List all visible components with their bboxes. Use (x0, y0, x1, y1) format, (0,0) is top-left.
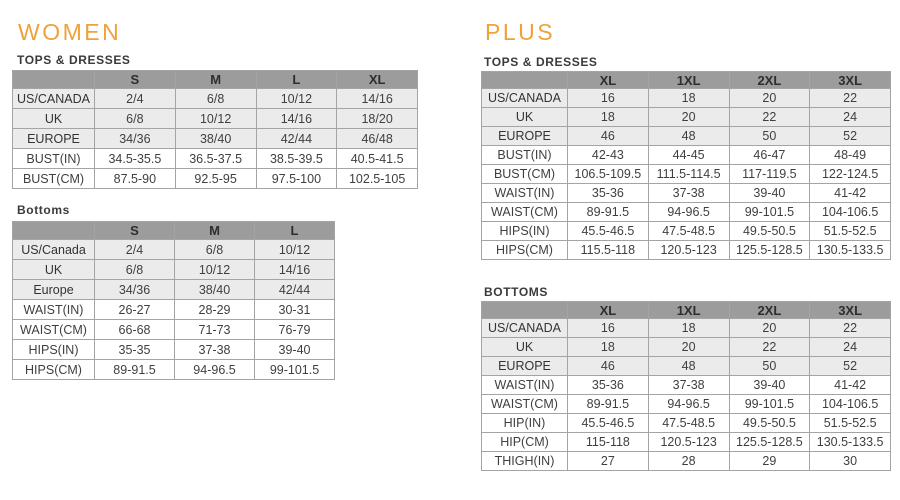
size-cell: 6/8 (175, 240, 255, 260)
size-cell: 99-101.5 (729, 395, 810, 414)
table-row (13, 260, 335, 280)
size-cell: 34/36 (95, 129, 176, 149)
plus-section-title: PLUS (485, 19, 556, 45)
size-cell: 122-124.5 (810, 165, 891, 184)
size-column-header: M (175, 71, 256, 89)
row-label: BUST(IN) (13, 149, 95, 169)
plus-bottoms-table (481, 301, 891, 471)
row-label: HIPS(IN) (482, 222, 568, 241)
size-column-header: S (95, 71, 176, 89)
size-cell: 16 (568, 89, 649, 108)
row-label: Europe (13, 280, 95, 300)
size-cell: 30-31 (255, 300, 335, 320)
header-row (482, 302, 891, 319)
table-row (482, 184, 891, 203)
size-column-header: 1XL (648, 72, 729, 89)
size-cell: 22 (729, 108, 810, 127)
corner-cell (482, 72, 568, 89)
table-row (482, 222, 891, 241)
row-label: BUST(CM) (13, 169, 95, 189)
size-cell: 37-38 (648, 376, 729, 395)
women-section-title: WOMEN (18, 19, 122, 45)
row-label: THIGH(IN) (482, 452, 568, 471)
size-cell: 34.5-35.5 (95, 149, 176, 169)
corner-cell (482, 302, 568, 319)
table-row (13, 340, 335, 360)
size-cell: 20 (729, 89, 810, 108)
row-label: UK (13, 109, 95, 129)
size-cell: 18 (568, 108, 649, 127)
table-row (482, 165, 891, 184)
size-cell: 20 (729, 319, 810, 338)
table-row (13, 129, 418, 149)
size-cell: 120.5-123 (648, 433, 729, 452)
row-label: WAIST(CM) (13, 320, 95, 340)
size-cell: 49.5-50.5 (729, 222, 810, 241)
table-row (482, 433, 891, 452)
row-label: WAIST(IN) (13, 300, 95, 320)
table-row (13, 320, 335, 340)
size-cell: 48 (648, 357, 729, 376)
size-cell: 97.5-100 (256, 169, 337, 189)
size-cell: 10/12 (255, 240, 335, 260)
size-cell: 40.5-41.5 (337, 149, 418, 169)
size-cell: 125.5-128.5 (729, 433, 810, 452)
size-cell: 41-42 (810, 184, 891, 203)
size-cell: 39-40 (255, 340, 335, 360)
size-cell: 28 (648, 452, 729, 471)
table-row (482, 395, 891, 414)
row-label: EUROPE (482, 127, 568, 146)
size-cell: 2/4 (95, 240, 175, 260)
size-cell: 18/20 (337, 109, 418, 129)
size-cell: 20 (648, 338, 729, 357)
table-row (482, 241, 891, 260)
table-row (13, 89, 418, 109)
table-row (482, 376, 891, 395)
size-cell: 89-91.5 (568, 203, 649, 222)
size-cell: 52 (810, 357, 891, 376)
row-label: UK (482, 338, 568, 357)
table-row (482, 414, 891, 433)
header-row (482, 72, 891, 89)
size-cell: 89-91.5 (568, 395, 649, 414)
size-column-header: 3XL (810, 72, 891, 89)
size-cell: 130.5-133.5 (810, 241, 891, 260)
size-cell: 99-101.5 (255, 360, 335, 380)
size-cell: 27 (568, 452, 649, 471)
size-cell: 18 (648, 89, 729, 108)
size-cell: 120.5-123 (648, 241, 729, 260)
size-cell: 38.5-39.5 (256, 149, 337, 169)
size-column-header: 3XL (810, 302, 891, 319)
size-cell: 22 (810, 319, 891, 338)
row-label: WAIST(IN) (482, 376, 568, 395)
plus-tops-dresses-label: TOPS & DRESSES (484, 55, 598, 69)
size-cell: 24 (810, 338, 891, 357)
row-label: BUST(IN) (482, 146, 568, 165)
size-cell: 111.5-114.5 (648, 165, 729, 184)
size-column-header: XL (337, 71, 418, 89)
plus-bottoms-label: BOTTOMS (484, 285, 548, 299)
table-row (13, 169, 418, 189)
header-row (13, 222, 335, 240)
size-cell: 37-38 (648, 184, 729, 203)
size-column-header: L (255, 222, 335, 240)
plus-tops-dresses-table (481, 71, 891, 260)
size-cell: 35-35 (95, 340, 175, 360)
size-cell: 51.5-52.5 (810, 414, 891, 433)
size-column-header: L (256, 71, 337, 89)
size-cell: 10/12 (175, 109, 256, 129)
table-row (13, 300, 335, 320)
size-cell: 38/40 (175, 129, 256, 149)
row-label: US/Canada (13, 240, 95, 260)
size-cell: 48-49 (810, 146, 891, 165)
size-column-header: 2XL (729, 72, 810, 89)
row-label: WAIST(CM) (482, 395, 568, 414)
size-cell: 71-73 (175, 320, 255, 340)
size-cell: 6/8 (95, 260, 175, 280)
size-cell: 50 (729, 357, 810, 376)
size-cell: 48 (648, 127, 729, 146)
size-cell: 92.5-95 (175, 169, 256, 189)
table-row (482, 357, 891, 376)
row-label: UK (482, 108, 568, 127)
row-label: EUROPE (482, 357, 568, 376)
table-row (482, 203, 891, 222)
corner-cell (13, 71, 95, 89)
size-cell: 39-40 (729, 184, 810, 203)
table-row (482, 452, 891, 471)
size-cell: 42/44 (256, 129, 337, 149)
size-cell: 34/36 (95, 280, 175, 300)
size-cell: 50 (729, 127, 810, 146)
row-label: HIP(CM) (482, 433, 568, 452)
size-cell: 117-119.5 (729, 165, 810, 184)
size-cell: 29 (729, 452, 810, 471)
size-cell: 87.5-90 (95, 169, 176, 189)
row-label: EUROPE (13, 129, 95, 149)
size-cell: 89-91.5 (95, 360, 175, 380)
size-cell: 16 (568, 319, 649, 338)
size-cell: 14/16 (337, 89, 418, 109)
size-cell: 94-96.5 (175, 360, 255, 380)
size-cell: 115.5-118 (568, 241, 649, 260)
size-cell: 42-43 (568, 146, 649, 165)
size-column-header: XL (568, 302, 649, 319)
size-column-header: 2XL (729, 302, 810, 319)
women-tops-dresses-table (12, 70, 418, 189)
size-cell: 130.5-133.5 (810, 433, 891, 452)
size-column-header: S (95, 222, 175, 240)
size-column-header: 1XL (648, 302, 729, 319)
row-label: HIPS(CM) (482, 241, 568, 260)
size-cell: 104-106.5 (810, 395, 891, 414)
table-row (482, 127, 891, 146)
size-column-header: XL (568, 72, 649, 89)
table-row (13, 109, 418, 129)
size-cell: 24 (810, 108, 891, 127)
size-cell: 42/44 (255, 280, 335, 300)
row-label: WAIST(CM) (482, 203, 568, 222)
women-tops-dresses-label: TOPS & DRESSES (17, 53, 131, 67)
table-row (482, 146, 891, 165)
row-label: HIPS(IN) (13, 340, 95, 360)
size-column-header: M (175, 222, 255, 240)
size-cell: 22 (729, 338, 810, 357)
size-cell: 36.5-37.5 (175, 149, 256, 169)
row-label: HIPS(CM) (13, 360, 95, 380)
size-cell: 102.5-105 (337, 169, 418, 189)
size-cell: 52 (810, 127, 891, 146)
size-cell: 94-96.5 (648, 203, 729, 222)
table-row (13, 149, 418, 169)
size-cell: 51.5-52.5 (810, 222, 891, 241)
row-label: US/CANADA (13, 89, 95, 109)
table-row (13, 240, 335, 260)
size-cell: 10/12 (175, 260, 255, 280)
size-cell: 115-118 (568, 433, 649, 452)
size-cell: 104-106.5 (810, 203, 891, 222)
size-cell: 106.5-109.5 (568, 165, 649, 184)
size-cell: 26-27 (95, 300, 175, 320)
size-cell: 28-29 (175, 300, 255, 320)
size-cell: 125.5-128.5 (729, 241, 810, 260)
size-cell: 76-79 (255, 320, 335, 340)
table-row (482, 89, 891, 108)
size-cell: 44-45 (648, 146, 729, 165)
size-cell: 10/12 (256, 89, 337, 109)
corner-cell (13, 222, 95, 240)
size-cell: 2/4 (95, 89, 176, 109)
size-cell: 20 (648, 108, 729, 127)
size-cell: 46 (568, 127, 649, 146)
table-row (482, 338, 891, 357)
table-row (13, 360, 335, 380)
size-cell: 14/16 (256, 109, 337, 129)
table-row (482, 319, 891, 338)
size-cell: 41-42 (810, 376, 891, 395)
size-cell: 45.5-46.5 (568, 222, 649, 241)
size-cell: 6/8 (95, 109, 176, 129)
size-cell: 18 (568, 338, 649, 357)
table-row (13, 280, 335, 300)
size-cell: 45.5-46.5 (568, 414, 649, 433)
size-cell: 35-36 (568, 184, 649, 203)
row-label: US/CANADA (482, 89, 568, 108)
size-cell: 47.5-48.5 (648, 222, 729, 241)
size-cell: 35-36 (568, 376, 649, 395)
size-cell: 94-96.5 (648, 395, 729, 414)
row-label: BUST(CM) (482, 165, 568, 184)
size-cell: 46/48 (337, 129, 418, 149)
size-cell: 38/40 (175, 280, 255, 300)
size-cell: 99-101.5 (729, 203, 810, 222)
size-cell: 39-40 (729, 376, 810, 395)
size-cell: 49.5-50.5 (729, 414, 810, 433)
size-cell: 30 (810, 452, 891, 471)
size-cell: 14/16 (255, 260, 335, 280)
size-cell: 22 (810, 89, 891, 108)
women-bottoms-label: Bottoms (17, 203, 70, 217)
table-row (482, 108, 891, 127)
row-label: US/CANADA (482, 319, 568, 338)
women-bottoms-table (12, 221, 335, 380)
row-label: WAIST(IN) (482, 184, 568, 203)
size-cell: 47.5-48.5 (648, 414, 729, 433)
size-cell: 6/8 (175, 89, 256, 109)
size-cell: 46 (568, 357, 649, 376)
row-label: HIP(IN) (482, 414, 568, 433)
size-cell: 66-68 (95, 320, 175, 340)
size-cell: 37-38 (175, 340, 255, 360)
header-row (13, 71, 418, 89)
size-cell: 46-47 (729, 146, 810, 165)
row-label: UK (13, 260, 95, 280)
size-cell: 18 (648, 319, 729, 338)
